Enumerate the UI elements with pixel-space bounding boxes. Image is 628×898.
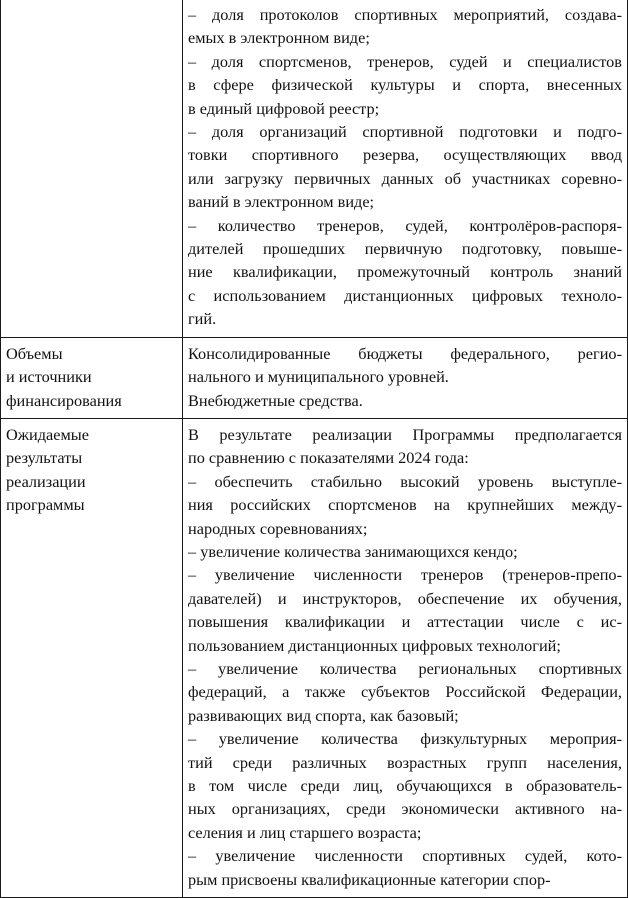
table-row: [1, 337, 628, 418]
row-label-cell: [1, 418, 183, 897]
row-label-line: реализации: [6, 471, 86, 491]
table-row: [1, 0, 628, 337]
content-text-line: – увеличение количества региональных спортивных: [188, 658, 622, 678]
content-text-line: или загрузку первичных данных об участниках соревно-: [188, 168, 622, 188]
content-text-line: – доля организаций спортивной подготовки и подго-: [188, 122, 622, 142]
content-text-line: нального и муниципального уровней.: [188, 367, 449, 387]
row-label-cell: [1, 337, 183, 418]
content-text-line: тий среди различных возрастных групп населения,: [188, 752, 622, 772]
content-text-line: ваний в электронном виде;: [188, 192, 375, 212]
content-text-line: федераций, а также субъектов Российской Федерации,: [188, 682, 622, 702]
content-text-line: повышения квалификации и аттестации числе с ис-: [188, 612, 622, 632]
content-text-line: – увеличение численности спортивных судей, кото-: [188, 846, 622, 866]
content-text-line: – обеспечить стабильно высокий уровень выступле-: [188, 471, 622, 491]
content-text-line: народных соревнованиях;: [188, 518, 368, 538]
table-row: [1, 418, 628, 897]
content-text-line: ния российских спортсменов на крупнейших между-: [188, 495, 622, 515]
content-text-line: в сфере физической культуры и спорта, внесенных: [188, 75, 622, 95]
row-label-line: Объемы: [6, 343, 63, 363]
content-text-line: Консолидированные бюджеты федерального, регио-: [188, 343, 622, 363]
content-text-line: – количество тренеров, судей, контролёров-распоря-: [188, 215, 622, 235]
content-text-line: селения и лиц старшего возраста;: [188, 822, 422, 842]
row-label-line: и источники: [6, 367, 92, 387]
content-text-line: – увеличение количества физкультурных мероприя-: [188, 729, 622, 749]
content-text-line: емых в электронном виде;: [188, 28, 370, 48]
content-text-line: Внебюджетные средства.: [188, 390, 363, 410]
content-text-line: дителей прошедших первичную подготовку, повыше-: [188, 239, 622, 259]
content-text-line: давателей) и инструкторов, обеспечение их обучения,: [188, 588, 622, 608]
content-text-line: пользованием дистанционных цифровых технологий;: [188, 635, 561, 655]
content-text-line: ных организациях, среди экономически активного на-: [188, 799, 622, 819]
content-text-line: – доля спортсменов, тренеров, судей и специалистов: [188, 51, 622, 71]
content-text-line: товки спортивного резерва, осуществляющих ввод: [188, 145, 622, 165]
content-text-line: В результате реализации Программы предполагается: [188, 424, 622, 444]
row-label-line: Ожидаемые: [6, 424, 89, 444]
content-text-line: в том числе среди лиц, обучающихся в образователь-: [188, 776, 622, 795]
row-label-line: финансирования: [6, 390, 122, 410]
table-body: [1, 0, 628, 898]
content-text-line: ние квалификации, промежуточный контроль знаний: [188, 262, 622, 282]
content-text-line: гий.: [188, 309, 217, 329]
content-text-line: – увеличение количества занимающихся кендо;: [188, 541, 518, 561]
row-label-line: результаты: [6, 448, 83, 468]
row-content-cell: [183, 0, 628, 337]
content-text-line: – увеличение численности тренеров (тренеров-препо-: [188, 565, 622, 585]
row-label-line: программы: [6, 495, 85, 515]
content-text-line: развивающих вид спорта, как базовый;: [188, 705, 459, 725]
row-content-cell: [183, 337, 628, 418]
content-text-line: рым присвоены квалификационные категории спор-: [188, 869, 551, 889]
content-text-line: с использованием дистанционных цифровых техноло-: [188, 285, 622, 305]
row-content-cell: [183, 418, 628, 897]
content-text-line: в единый цифровой реестр;: [188, 98, 380, 118]
content-text-line: – доля протоколов спортивных мероприятий, создава-: [188, 5, 622, 24]
row-label-cell: [1, 0, 183, 337]
content-text-line: по сравнению с показателями 2024 года:: [188, 448, 469, 468]
